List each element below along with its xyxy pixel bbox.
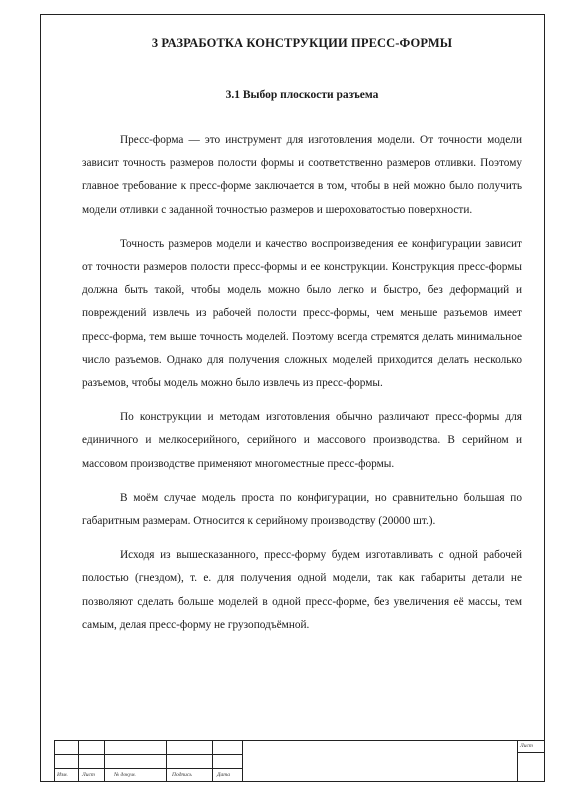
stamp-divider xyxy=(242,741,243,782)
paragraph: По конструкции и методам изготовления обычно различают пресс-формы для единичного и мелкосерийного, серийного и массового производства. В серийном и массовом производстве применяют многоместные пресс-формы. xyxy=(82,411,522,470)
paragraph: В моём случае модель проста по конфигурации, но сравнительно большая по габаритным размерам. Относится к серийному производству (20000 шт.). xyxy=(82,491,522,528)
stamp-row-line xyxy=(54,768,242,769)
title-block-stamp xyxy=(54,740,545,782)
body-text xyxy=(82,129,522,637)
subsection-title: 3.1 Выбор плоскости разъема xyxy=(225,89,379,101)
sheet-number-box xyxy=(517,741,545,782)
sheet-label: Лист xyxy=(520,743,533,749)
stamp-divider xyxy=(54,741,55,782)
stamp-row-line xyxy=(54,754,242,755)
stamp-divider xyxy=(212,741,213,782)
stamp-label-doc-number: № докум. xyxy=(114,772,136,778)
stamp-label-sheet: Лист xyxy=(82,772,95,778)
stamp-divider xyxy=(166,741,167,782)
section-title: 3 РАЗРАБОТКА КОНСТРУКЦИИ ПРЕСС-ФОРМЫ xyxy=(151,36,453,50)
stamp-label-date: Дата xyxy=(217,772,231,778)
paragraph: Точность размеров модели и качество воспроизведения ее конфигурации зависит от точности размеров полости пресс-формы и ее конструкции. Конструкция пресс-формы должна быть такой, чтобы модель можно было легко и быстро, без деформаций и повреждений извлечь из рабочей полости пресс-формы, чем меньше разъемов имеет пресс-форма, тем выше точность моделей. Поэтому всегда стремятся делать минимальное число разъемов. Однако для получения сложных моделей приходится делать несколько разъемов, чтобы модель можно было извлечь из пресс-формы. xyxy=(82,237,522,390)
paragraph: Исходя из вышесказанного, пресс-форму будем изготавливать с одной рабочей полостью (гнездом), т. е. для получения одной модели, так как габариты детали не позволяют сделать больше моделей в одной пресс-форме, без увеличения её массы, тем самым, делая пресс-форму не грузоподъёмной. xyxy=(82,549,522,631)
document-body xyxy=(82,36,522,648)
sheet-box-divider xyxy=(518,752,545,753)
stamp-divider xyxy=(78,741,79,782)
paragraph: Пресс-форма — это инструмент для изготовления модели. От точности модели зависит точность размеров полости формы и соответственно размеров отливки. Поэтому главное требование к пресс-форме заключается в том, чтобы в ней можно было получить модели отливки с заданной точностью размеров и шероховатостью поверхности. xyxy=(82,134,522,216)
stamp-grid xyxy=(54,741,244,782)
stamp-label-change: Изм. xyxy=(57,772,68,778)
stamp-label-signature: Подпись xyxy=(172,772,192,778)
stamp-divider xyxy=(104,741,105,782)
